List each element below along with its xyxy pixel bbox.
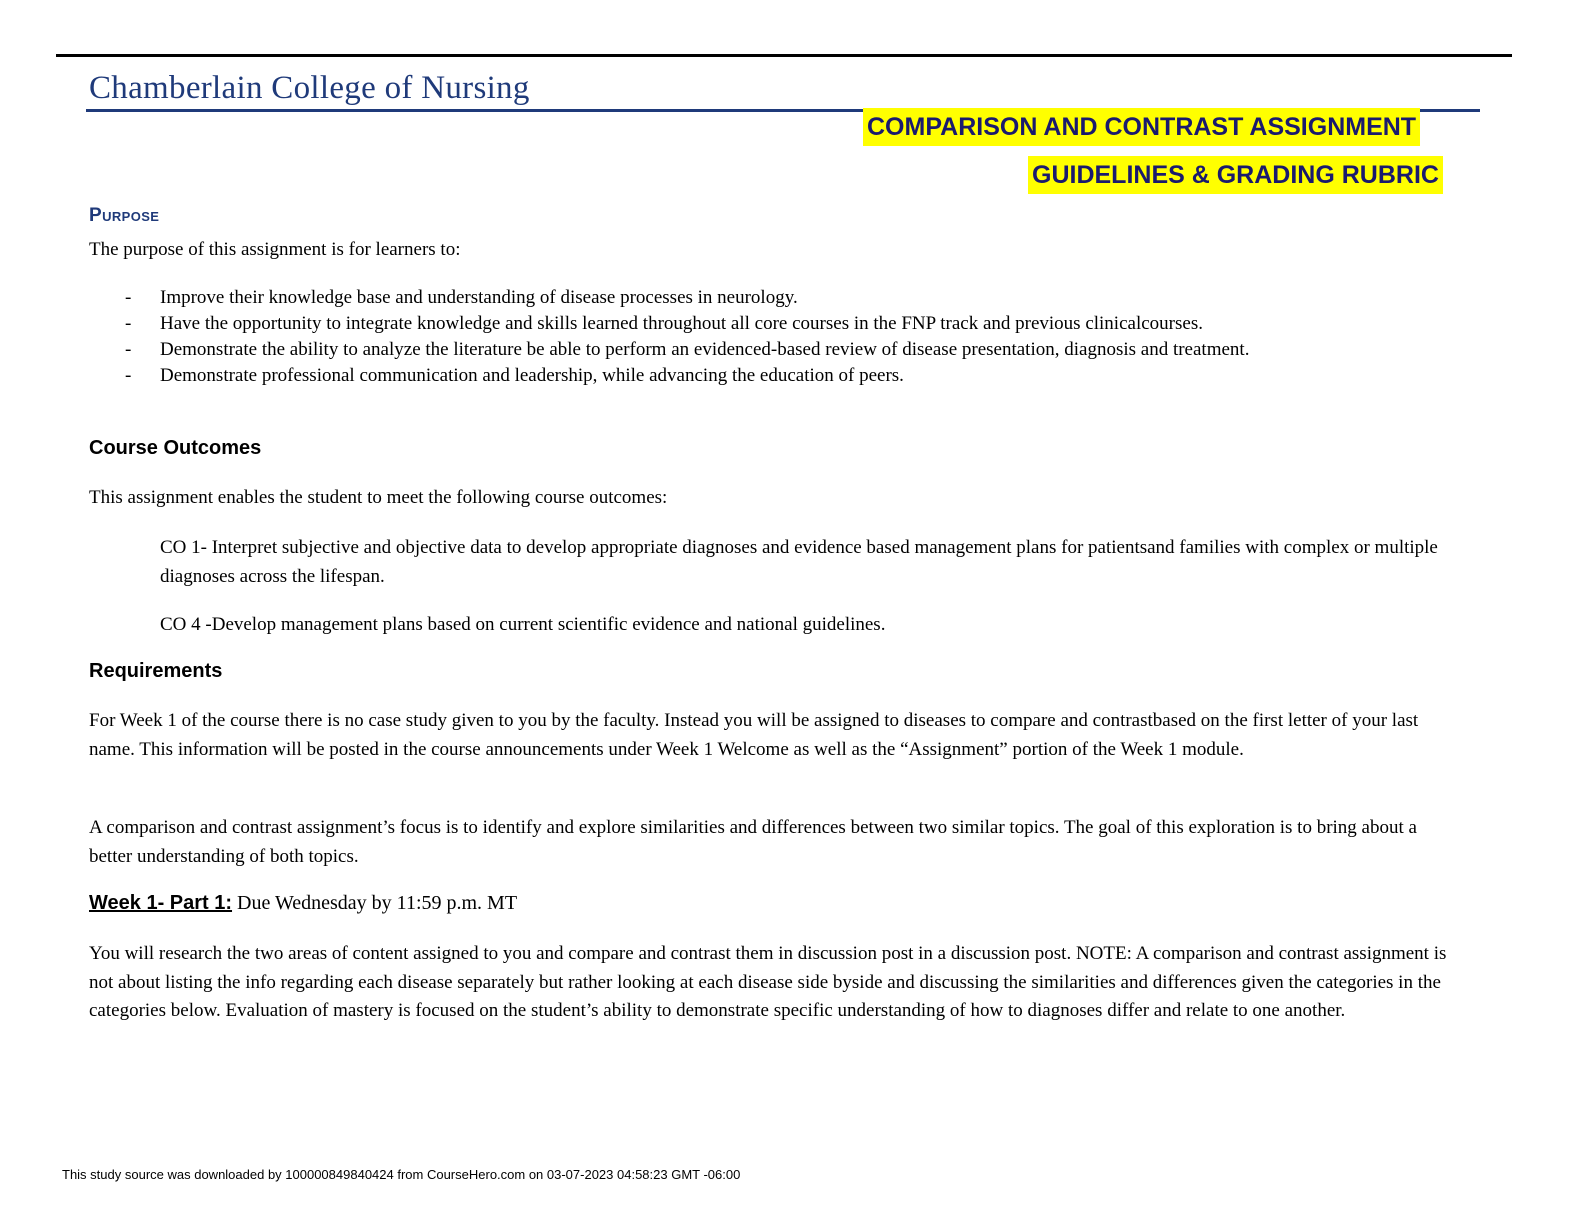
bullet-text: Have the opportunity to integrate knowledge and skills learned throughout all core courses in the FNP track and previous clinicalcourses. bbox=[160, 313, 1203, 334]
bullet-text: Demonstrate professional communication and leadership, while advancing the education of peers. bbox=[160, 365, 904, 386]
download-footer: This study source was downloaded by 100000849840424 from CourseHero.com on 03-07-2023 04:58:23 GMT -06:00 bbox=[62, 1167, 741, 1182]
bullet-marker: - bbox=[125, 313, 132, 334]
college-name: Chamberlain College of Nursing bbox=[89, 70, 530, 106]
list-item bbox=[89, 285, 1400, 311]
list-item bbox=[89, 311, 1400, 337]
week1-part1-heading bbox=[89, 892, 517, 915]
document-title-line1: COMPARISON AND CONTRAST ASSIGNMENT bbox=[863, 108, 1420, 146]
purpose-heading: Purpose bbox=[89, 205, 160, 226]
purpose-intro: The purpose of this assignment is for learners to: bbox=[89, 239, 461, 260]
list-item bbox=[89, 337, 1400, 363]
week1-paragraph: You will research the two areas of content assigned to you and compare and contrast them in discussion post in a discussion post. NOTE: A comparison and contrast assignment is not about listing the info regarding each disease separately but rather looking at each disease side byside and discussing the similarities and differences given the categories in the categories below. Evaluation of mastery is focused on the student’s ability to demonstrate specific understanding of how to diagnoses differ and relate to one another. bbox=[89, 943, 1447, 1021]
bullet-text: Demonstrate the ability to analyze the literature be able to perform an evidenced-based review of disease presentation, diagnosis and treatment. bbox=[160, 339, 1250, 360]
week1-part1-label: Week 1- Part 1: bbox=[89, 892, 233, 914]
requirements-heading: Requirements bbox=[89, 660, 223, 682]
bullet-marker: - bbox=[125, 287, 132, 308]
bullet-marker: - bbox=[125, 365, 132, 386]
requirements-paragraph-2: A comparison and contrast assignment’s focus is to identify and explore similarities and differences between two similar topics. The goal of this exploration is to bring about a better understanding of both topics. bbox=[89, 817, 1417, 867]
bullet-text: Improve their knowledge base and understanding of disease processes in neurology. bbox=[160, 287, 798, 308]
course-outcomes-intro: This assignment enables the student to meet the following course outcomes: bbox=[89, 487, 668, 508]
requirements-paragraph-1: For Week 1 of the course there is no case study given to you by the faculty. Instead you will be assigned to diseases to compare and contrastbased on the first letter of your last name. This information will be posted in the course announcements under Week 1 Welcome as well as the “Assignment” portion of the Week 1 module. bbox=[89, 710, 1419, 760]
course-outcome-co1: CO 1- Interpret subjective and objective data to develop appropriate diagnoses and evidence based management plans for patientsand families with complex or multiple diagnoses across the lifespan. bbox=[160, 537, 1438, 587]
top-rule bbox=[56, 54, 1512, 57]
purpose-bullet-list bbox=[89, 285, 1400, 389]
week1-part1-due: Due Wednesday by 11:59 p.m. MT bbox=[232, 892, 518, 914]
list-item bbox=[89, 363, 1400, 389]
course-outcomes-heading: Course Outcomes bbox=[89, 437, 262, 459]
course-outcome-co4: CO 4 -Develop management plans based on current scientific evidence and national guidelines. bbox=[160, 614, 886, 635]
bullet-marker: - bbox=[125, 339, 132, 360]
document-title-line2: GUIDELINES & GRADING RUBRIC bbox=[1028, 156, 1443, 194]
